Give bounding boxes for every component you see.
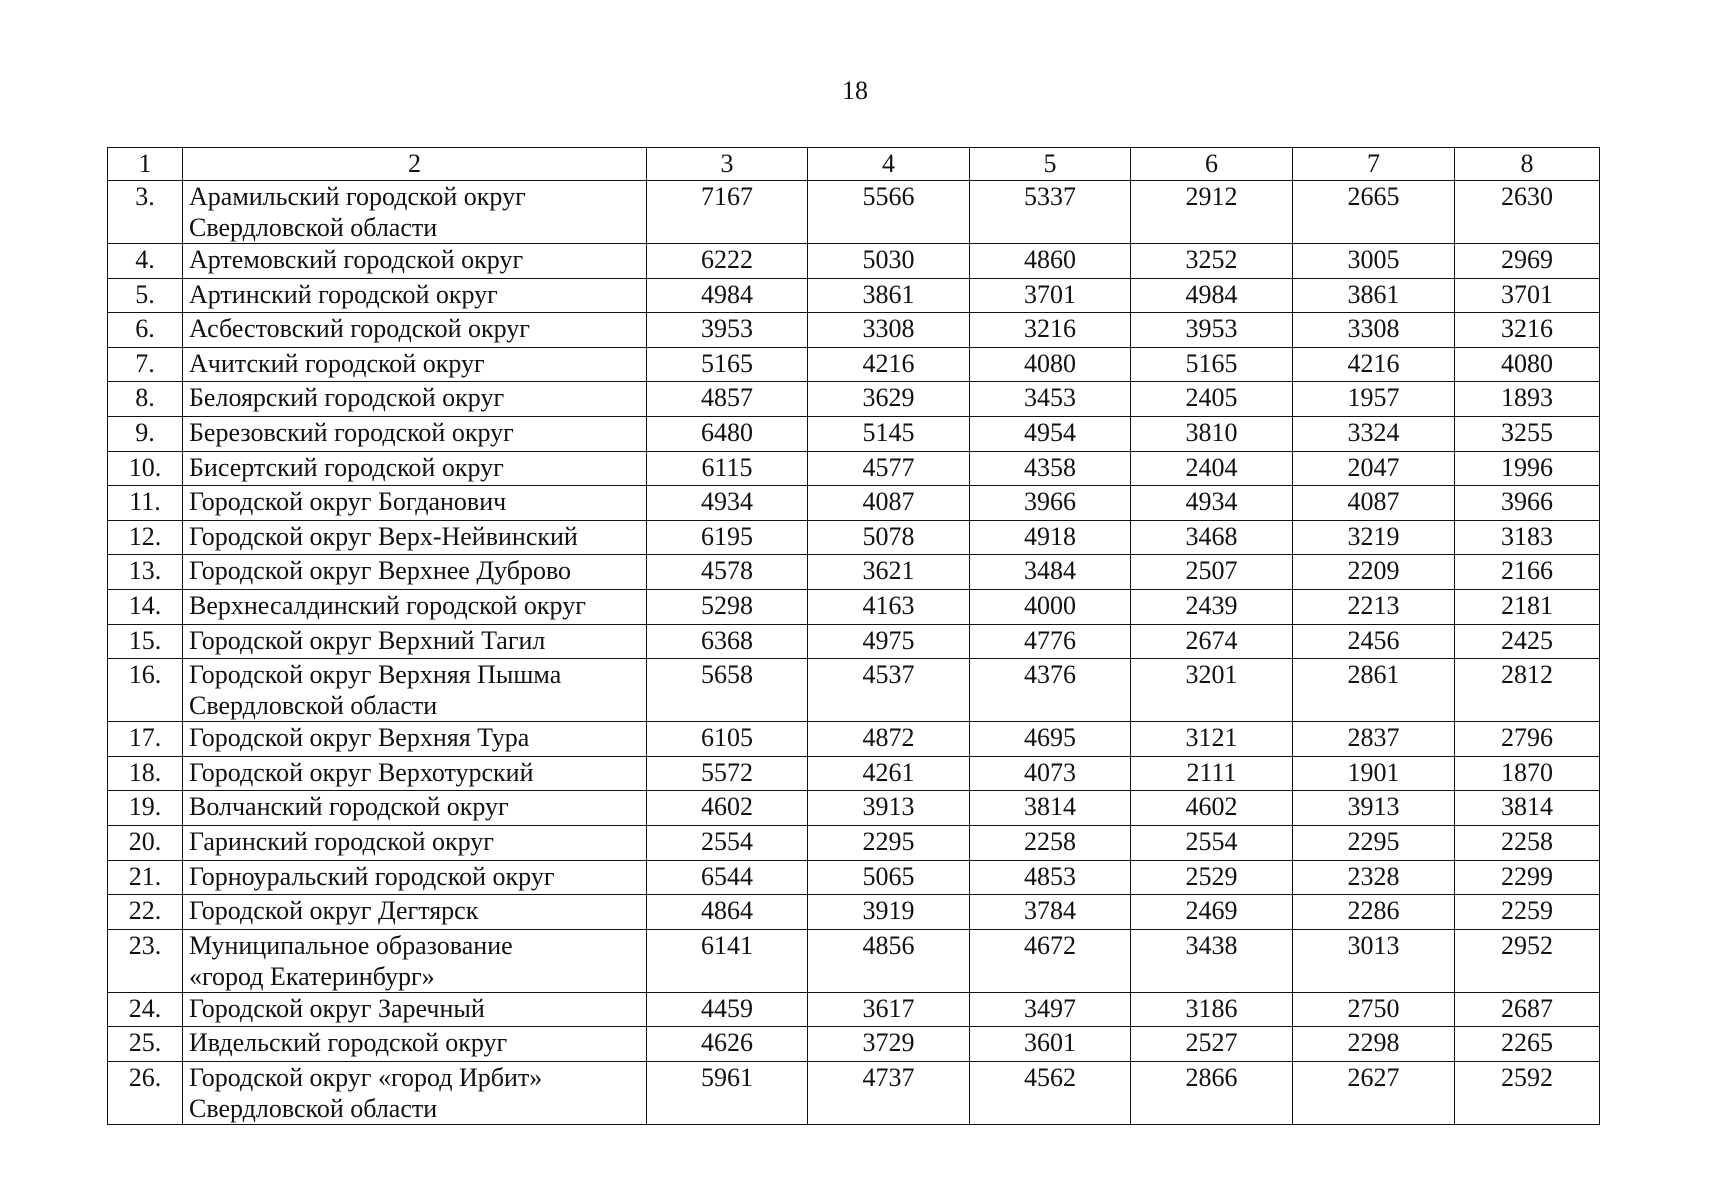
district-name: [183, 520, 647, 555]
value-cell-col7: 1901: [1293, 756, 1455, 791]
value-cell-col4: 4087: [808, 486, 970, 521]
value-cell-col5: 3484: [970, 555, 1131, 590]
table-row: [108, 992, 1600, 1027]
district-name: [183, 860, 647, 895]
value-cell-col3: 4934: [647, 486, 808, 521]
district-name: [183, 451, 647, 486]
value-cell-col8: 1996: [1455, 451, 1600, 486]
value-cell-col4: 5566: [808, 181, 970, 244]
value-cell-col3: 6222: [647, 244, 808, 279]
district-name-line: Артемовский городской округ: [189, 245, 524, 274]
value-cell-col3: 4602: [647, 791, 808, 826]
value-cell-col7: 2750: [1293, 992, 1455, 1027]
row-number: 24.: [108, 992, 183, 1027]
value-cell-col5: 4860: [970, 244, 1131, 279]
value-cell-col8: 4080: [1455, 347, 1600, 382]
value-cell-col3: 5165: [647, 347, 808, 382]
value-cell-col4: 2295: [808, 825, 970, 860]
value-cell-col8: 2969: [1455, 244, 1600, 279]
district-name: [183, 992, 647, 1027]
value-cell-col5: 3784: [970, 895, 1131, 930]
value-cell-col3: 6480: [647, 416, 808, 451]
table-row: [108, 486, 1600, 521]
value-cell-col5: 4358: [970, 451, 1131, 486]
value-cell-col6: 3201: [1131, 659, 1293, 722]
value-cell-col7: 2286: [1293, 895, 1455, 930]
row-number: 5.: [108, 278, 183, 313]
table-row: [108, 416, 1600, 451]
district-name: [183, 895, 647, 930]
value-cell-col8: 3814: [1455, 791, 1600, 826]
row-number: 23.: [108, 929, 183, 992]
value-cell-col4: 4261: [808, 756, 970, 791]
table-row: [108, 659, 1600, 722]
value-cell-col6: 5165: [1131, 347, 1293, 382]
value-cell-col8: 2425: [1455, 624, 1600, 659]
value-cell-col4: 5030: [808, 244, 970, 279]
value-cell-col3: 4459: [647, 992, 808, 1027]
value-cell-col8: 3966: [1455, 486, 1600, 521]
value-cell-col7: 2328: [1293, 860, 1455, 895]
district-name-line: Волчанский городской округ: [189, 792, 509, 822]
value-cell-col5: 4954: [970, 416, 1131, 451]
value-cell-col6: 2554: [1131, 825, 1293, 860]
district-name-line: Городской округ Дегтярск: [189, 896, 479, 926]
value-cell-col8: 2258: [1455, 825, 1600, 860]
district-name-line: Муниципальное образование: [189, 930, 513, 960]
table-row: [108, 895, 1600, 930]
district-name: [183, 181, 647, 244]
row-number: 25.: [108, 1027, 183, 1062]
table-row: [108, 722, 1600, 757]
table-row: [108, 451, 1600, 486]
value-cell-col7: 2209: [1293, 555, 1455, 590]
value-cell-col4: 3308: [808, 313, 970, 348]
district-name-line: Верхнесалдинский городской округ: [189, 590, 586, 620]
district-name-line: Березовский городской округ: [189, 417, 514, 447]
header-cell: 6: [1131, 148, 1293, 181]
value-cell-col7: 2665: [1293, 181, 1455, 244]
value-cell-col8: 2265: [1455, 1027, 1600, 1062]
value-cell-col3: 4984: [647, 278, 808, 313]
value-cell-col3: 6141: [647, 929, 808, 992]
value-cell-col4: 4872: [808, 722, 970, 757]
value-cell-col4: 4216: [808, 347, 970, 382]
row-number: 7.: [108, 347, 183, 382]
value-cell-col5: 4672: [970, 929, 1131, 992]
row-number: 9.: [108, 416, 183, 451]
district-name-line: Городской округ Верхнее Дуброво: [189, 556, 572, 586]
page-number: 18: [842, 76, 868, 105]
district-name-line: Горноуральский городской округ: [189, 861, 555, 891]
value-cell-col3: 6105: [647, 722, 808, 757]
table-row: [108, 756, 1600, 791]
value-cell-col5: 3601: [970, 1027, 1131, 1062]
value-cell-col3: 6115: [647, 451, 808, 486]
value-cell-col5: 4695: [970, 722, 1131, 757]
value-cell-col4: 4577: [808, 451, 970, 486]
value-cell-col5: 3453: [970, 382, 1131, 417]
value-cell-col4: 3729: [808, 1027, 970, 1062]
value-cell-col6: 4934: [1131, 486, 1293, 521]
table-row: [108, 1061, 1600, 1124]
table-row: [108, 555, 1600, 590]
row-number: 15.: [108, 624, 183, 659]
value-cell-col6: 2439: [1131, 589, 1293, 624]
value-cell-col6: 4984: [1131, 278, 1293, 313]
district-name: [183, 756, 647, 791]
value-cell-col7: 3861: [1293, 278, 1455, 313]
header-cell: 8: [1455, 148, 1600, 181]
value-cell-col8: 2952: [1455, 929, 1600, 992]
value-cell-col6: 2507: [1131, 555, 1293, 590]
value-cell-col5: 4080: [970, 347, 1131, 382]
value-cell-col3: 4578: [647, 555, 808, 590]
value-cell-col3: 6195: [647, 520, 808, 555]
district-name-line: Арамильский городской округ: [189, 182, 526, 211]
district-name: [183, 244, 647, 279]
table-body: [108, 181, 1600, 1125]
value-cell-col3: 5658: [647, 659, 808, 722]
value-cell-col7: 3308: [1293, 313, 1455, 348]
table-row: [108, 382, 1600, 417]
value-cell-col4: 4163: [808, 589, 970, 624]
value-cell-col5: 2258: [970, 825, 1131, 860]
value-cell-col3: 2554: [647, 825, 808, 860]
value-cell-col6: 2111: [1131, 756, 1293, 791]
value-cell-col5: 3966: [970, 486, 1131, 521]
district-name-line: Городской округ Заречный: [189, 993, 485, 1023]
value-cell-col8: 2592: [1455, 1061, 1600, 1124]
value-cell-col6: 3953: [1131, 313, 1293, 348]
value-cell-col5: 3497: [970, 992, 1131, 1027]
district-name: [183, 1061, 647, 1124]
value-cell-col8: 2259: [1455, 895, 1600, 930]
value-cell-col5: 5337: [970, 181, 1131, 244]
row-number: 17.: [108, 722, 183, 757]
row-number: 8.: [108, 382, 183, 417]
value-cell-col5: 4853: [970, 860, 1131, 895]
value-cell-col4: 5078: [808, 520, 970, 555]
table-row: [108, 825, 1600, 860]
value-cell-col7: 4087: [1293, 486, 1455, 521]
table-row: [108, 347, 1600, 382]
district-name-line: Городской округ Верхняя Пышма: [189, 660, 562, 690]
value-cell-col3: 5961: [647, 1061, 808, 1124]
value-cell-col4: 4737: [808, 1061, 970, 1124]
value-cell-col8: 3183: [1455, 520, 1600, 555]
row-number: 14.: [108, 589, 183, 624]
district-name-line: Бисертский городской округ: [189, 452, 504, 482]
value-cell-col8: 2796: [1455, 722, 1600, 757]
district-name-line: Гаринский городской округ: [189, 826, 494, 856]
value-cell-col3: 5298: [647, 589, 808, 624]
value-cell-col3: 4864: [647, 895, 808, 930]
district-name-line: Свердловской области: [189, 1093, 438, 1123]
value-cell-col6: 3121: [1131, 722, 1293, 757]
district-name: [183, 1027, 647, 1062]
value-cell-col8: 3255: [1455, 416, 1600, 451]
value-cell-col7: 2295: [1293, 825, 1455, 860]
district-name: [183, 722, 647, 757]
value-cell-col4: 4975: [808, 624, 970, 659]
value-cell-col3: 6544: [647, 860, 808, 895]
value-cell-col8: 2687: [1455, 992, 1600, 1027]
header-cell: 5: [970, 148, 1131, 181]
header-cell: 4: [808, 148, 970, 181]
value-cell-col6: 2469: [1131, 895, 1293, 930]
value-cell-col7: 2837: [1293, 722, 1455, 757]
district-name: [183, 589, 647, 624]
value-cell-col8: 2181: [1455, 589, 1600, 624]
table-row: [108, 313, 1600, 348]
value-cell-col6: 2527: [1131, 1027, 1293, 1062]
district-name-line: Городской округ «город Ирбит»: [189, 1062, 543, 1092]
value-cell-col7: 4216: [1293, 347, 1455, 382]
row-number: 18.: [108, 756, 183, 791]
district-name: [183, 659, 647, 722]
value-cell-col7: 3013: [1293, 929, 1455, 992]
value-cell-col6: 3252: [1131, 244, 1293, 279]
value-cell-col6: 2674: [1131, 624, 1293, 659]
value-cell-col4: 5065: [808, 860, 970, 895]
district-name-line: Ивдельский городской округ: [189, 1028, 508, 1058]
table-row: [108, 244, 1600, 279]
row-number: 12.: [108, 520, 183, 555]
value-cell-col5: 3701: [970, 278, 1131, 313]
row-number: 11.: [108, 486, 183, 521]
value-cell-col8: 2299: [1455, 860, 1600, 895]
value-cell-col3: 4857: [647, 382, 808, 417]
row-number: 10.: [108, 451, 183, 486]
header-cell: 7: [1293, 148, 1455, 181]
district-name: [183, 486, 647, 521]
value-cell-col5: 4376: [970, 659, 1131, 722]
district-name: [183, 313, 647, 348]
value-cell-col6: 3468: [1131, 520, 1293, 555]
table-row: [108, 589, 1600, 624]
district-name: [183, 555, 647, 590]
value-cell-col4: 3913: [808, 791, 970, 826]
value-cell-col4: 3861: [808, 278, 970, 313]
value-cell-col4: 3919: [808, 895, 970, 930]
district-name-line: Ачитский городской округ: [189, 348, 485, 378]
header-cell: 3: [647, 148, 808, 181]
row-number: 3.: [108, 181, 183, 244]
header-cell: 2: [183, 148, 647, 181]
value-cell-col8: 1893: [1455, 382, 1600, 417]
value-cell-col6: 3810: [1131, 416, 1293, 451]
value-cell-col7: 2861: [1293, 659, 1455, 722]
district-name-line: Свердловской области: [189, 691, 438, 721]
district-name: [183, 416, 647, 451]
value-cell-col4: 3629: [808, 382, 970, 417]
row-number: 13.: [108, 555, 183, 590]
row-number: 21.: [108, 860, 183, 895]
value-cell-col4: 4537: [808, 659, 970, 722]
value-cell-col5: 4000: [970, 589, 1131, 624]
district-name: [183, 791, 647, 826]
row-number: 20.: [108, 825, 183, 860]
district-name-line: Городской округ Верхотурский: [189, 757, 534, 787]
value-cell-col6: 3186: [1131, 992, 1293, 1027]
table-row: [108, 791, 1600, 826]
value-cell-col8: 2630: [1455, 181, 1600, 244]
row-number: 4.: [108, 244, 183, 279]
value-cell-col6: 3438: [1131, 929, 1293, 992]
value-cell-col7: 2213: [1293, 589, 1455, 624]
district-name-line: Городской округ Верх-Нейвинский: [189, 521, 578, 551]
table-row: [108, 520, 1600, 555]
district-name: [183, 278, 647, 313]
district-name: [183, 347, 647, 382]
row-number: 26.: [108, 1061, 183, 1124]
value-cell-col6: 2405: [1131, 382, 1293, 417]
table-row: [108, 181, 1600, 244]
value-cell-col3: 4626: [647, 1027, 808, 1062]
value-cell-col6: 2404: [1131, 451, 1293, 486]
value-cell-col7: 1957: [1293, 382, 1455, 417]
header-cell: 1: [108, 148, 183, 181]
table-row: [108, 278, 1600, 313]
value-cell-col4: 5145: [808, 416, 970, 451]
value-cell-col4: 3617: [808, 992, 970, 1027]
value-cell-col7: 3005: [1293, 244, 1455, 279]
district-name-line: Городской округ Верхний Тагил: [189, 625, 546, 655]
value-cell-col5: 3216: [970, 313, 1131, 348]
value-cell-col5: 4776: [970, 624, 1131, 659]
value-cell-col7: 2298: [1293, 1027, 1455, 1062]
table-row: [108, 929, 1600, 992]
table-row: [108, 1027, 1600, 1062]
value-cell-col7: 2456: [1293, 624, 1455, 659]
value-cell-col8: 1870: [1455, 756, 1600, 791]
district-name: [183, 929, 647, 992]
value-cell-col8: 2166: [1455, 555, 1600, 590]
value-cell-col5: 4918: [970, 520, 1131, 555]
value-cell-col3: 6368: [647, 624, 808, 659]
district-name-line: Свердловской области: [189, 213, 438, 242]
district-name-line: Белоярский городской округ: [189, 383, 505, 413]
table-row: [108, 860, 1600, 895]
district-name: [183, 624, 647, 659]
value-cell-col7: 3324: [1293, 416, 1455, 451]
value-cell-col7: 2047: [1293, 451, 1455, 486]
value-cell-col8: 3701: [1455, 278, 1600, 313]
value-cell-col3: 7167: [647, 181, 808, 244]
value-cell-col8: 2812: [1455, 659, 1600, 722]
district-name: [183, 825, 647, 860]
district-name-line: Асбестовский городской округ: [189, 314, 530, 344]
value-cell-col3: 3953: [647, 313, 808, 348]
table-row: [108, 624, 1600, 659]
district-name-line: Артинский городской округ: [189, 279, 498, 309]
district-name-line: «город Екатеринбург»: [189, 961, 435, 991]
value-cell-col5: 3814: [970, 791, 1131, 826]
value-cell-col8: 3216: [1455, 313, 1600, 348]
value-cell-col5: 4562: [970, 1061, 1131, 1124]
value-cell-col3: 5572: [647, 756, 808, 791]
value-cell-col7: 3913: [1293, 791, 1455, 826]
value-cell-col7: 2627: [1293, 1061, 1455, 1124]
row-number: 19.: [108, 791, 183, 826]
value-cell-col5: 4073: [970, 756, 1131, 791]
value-cell-col6: 2912: [1131, 181, 1293, 244]
data-table: [107, 147, 1600, 1125]
value-cell-col4: 3621: [808, 555, 970, 590]
value-cell-col6: 4602: [1131, 791, 1293, 826]
district-name-line: Городской округ Верхняя Тура: [189, 723, 530, 753]
row-number: 22.: [108, 895, 183, 930]
value-cell-col4: 4856: [808, 929, 970, 992]
header-row: [108, 148, 1600, 181]
value-cell-col6: 2529: [1131, 860, 1293, 895]
row-number: 16.: [108, 659, 183, 722]
value-cell-col7: 3219: [1293, 520, 1455, 555]
row-number: 6.: [108, 313, 183, 348]
district-name: [183, 382, 647, 417]
value-cell-col6: 2866: [1131, 1061, 1293, 1124]
district-name-line: Городской округ Богданович: [189, 487, 507, 517]
